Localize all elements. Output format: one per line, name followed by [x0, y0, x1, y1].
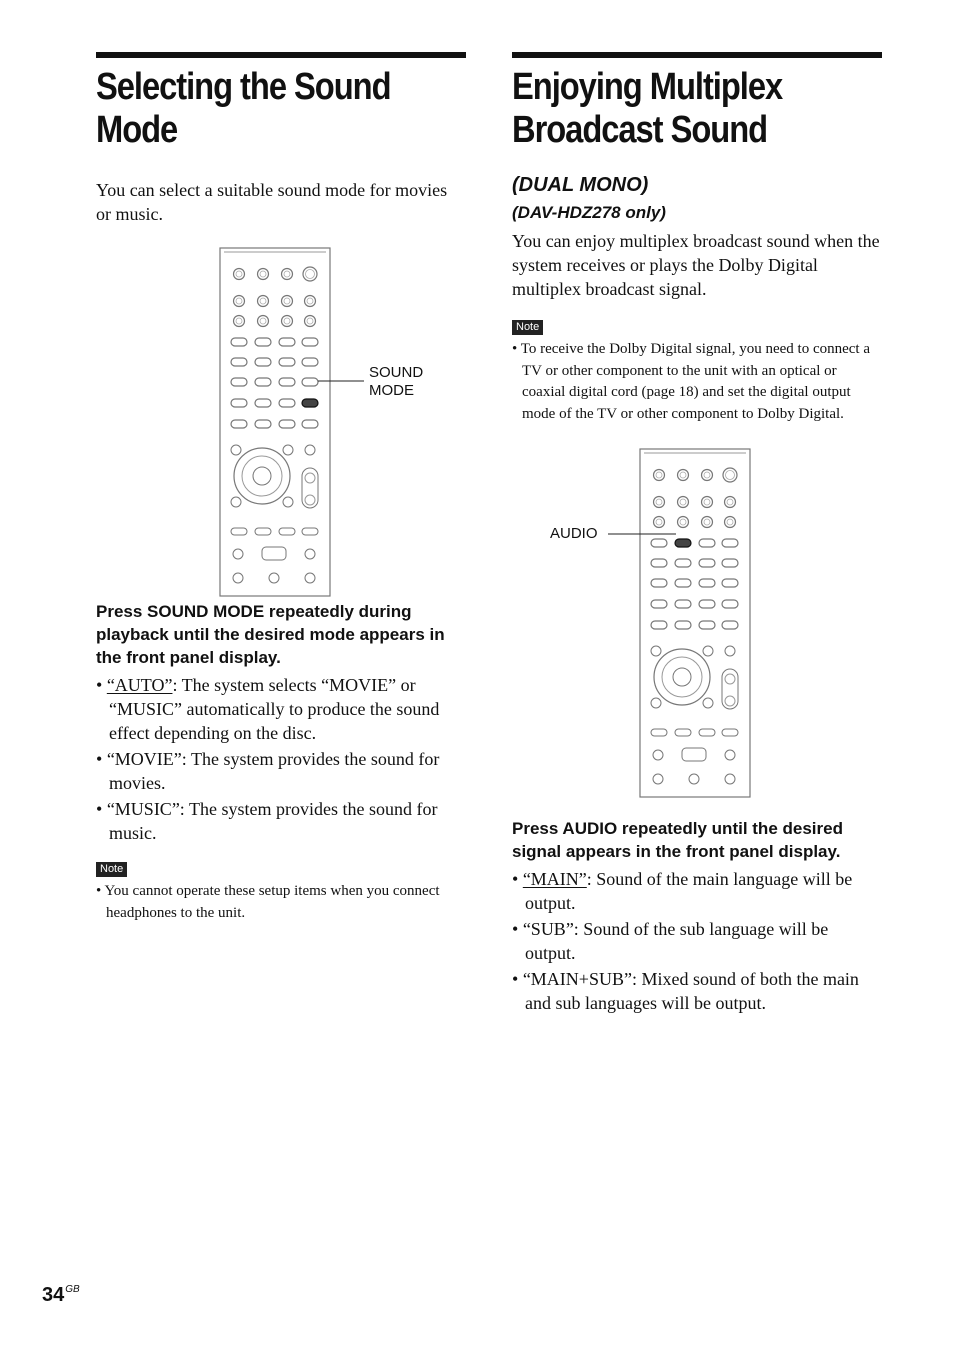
- language-list: [512, 867, 882, 1015]
- list-item: • “MOVIE”: The system provides the sound for movies.: [96, 749, 440, 793]
- section-title: Enjoying Multiplex Broadcast Sound: [512, 66, 783, 151]
- list-item: • “MAIN+SUB”: Mixed sound of both the main and sub languages will be output.: [512, 969, 859, 1013]
- intro-text: You can select a suitable sound mode for movies or music.: [96, 180, 448, 224]
- note-badge: Note: [512, 320, 543, 335]
- step-instruction: Press AUDIO repeatedly until the desired signal appears in the front panel display.: [512, 819, 843, 861]
- model-subtitle: (DAV-HDZ278 only): [512, 203, 666, 222]
- mode-list: [96, 673, 466, 845]
- note-badge: Note: [96, 862, 127, 877]
- note-block: [96, 859, 466, 924]
- note-text: • You cannot operate these setup items when you connect headphones to the unit.: [96, 883, 440, 921]
- note-block: [512, 317, 882, 425]
- sound-mode-callout: SOUND MODE: [369, 364, 424, 399]
- list-item: • “MAIN”: Sound of the main language will be output.: [512, 869, 853, 913]
- remote-control-illustration: [512, 425, 882, 817]
- subtitle: (DUAL MONO): [512, 174, 649, 196]
- list-item: • “AUTO”: The system selects “MOVIE” or “MUSIC” automatically to produce the sound effect depending on the disc.: [96, 675, 440, 743]
- section-sound-mode: [96, 52, 466, 924]
- section-title: Selecting the Sound Mode: [96, 66, 391, 151]
- note-text: • To receive the Dolby Digital signal, you need to connect a TV or other component to the unit with an optical or coaxial digital cord (page 18) and set the digital output mode of the TV or other component to Dolby Digital.: [512, 341, 870, 422]
- remote-figure: [512, 425, 882, 817]
- list-item: • “MUSIC”: The system provides the sound for music.: [96, 799, 438, 843]
- audio-callout: AUDIO: [550, 525, 598, 542]
- intro-text: You can enjoy multiplex broadcast sound when the system receives or plays the Dolby Digital multiplex broadcast signal.: [512, 231, 880, 299]
- section-rule: [96, 52, 466, 58]
- remote-drawing: [640, 449, 750, 797]
- list-item: • “SUB”: Sound of the sub language will be output.: [512, 919, 829, 963]
- step-instruction: Press SOUND MODE repeatedly during playback until the desired mode appears in the front panel display.: [96, 602, 445, 667]
- section-rule: [512, 52, 882, 58]
- section-multiplex: [512, 52, 882, 1017]
- page-number: $34^{GB}$: [42, 1284, 80, 1306]
- remote-drawing: [220, 248, 330, 596]
- remote-control-illustration: [96, 226, 466, 600]
- remote-figure: [96, 226, 466, 600]
